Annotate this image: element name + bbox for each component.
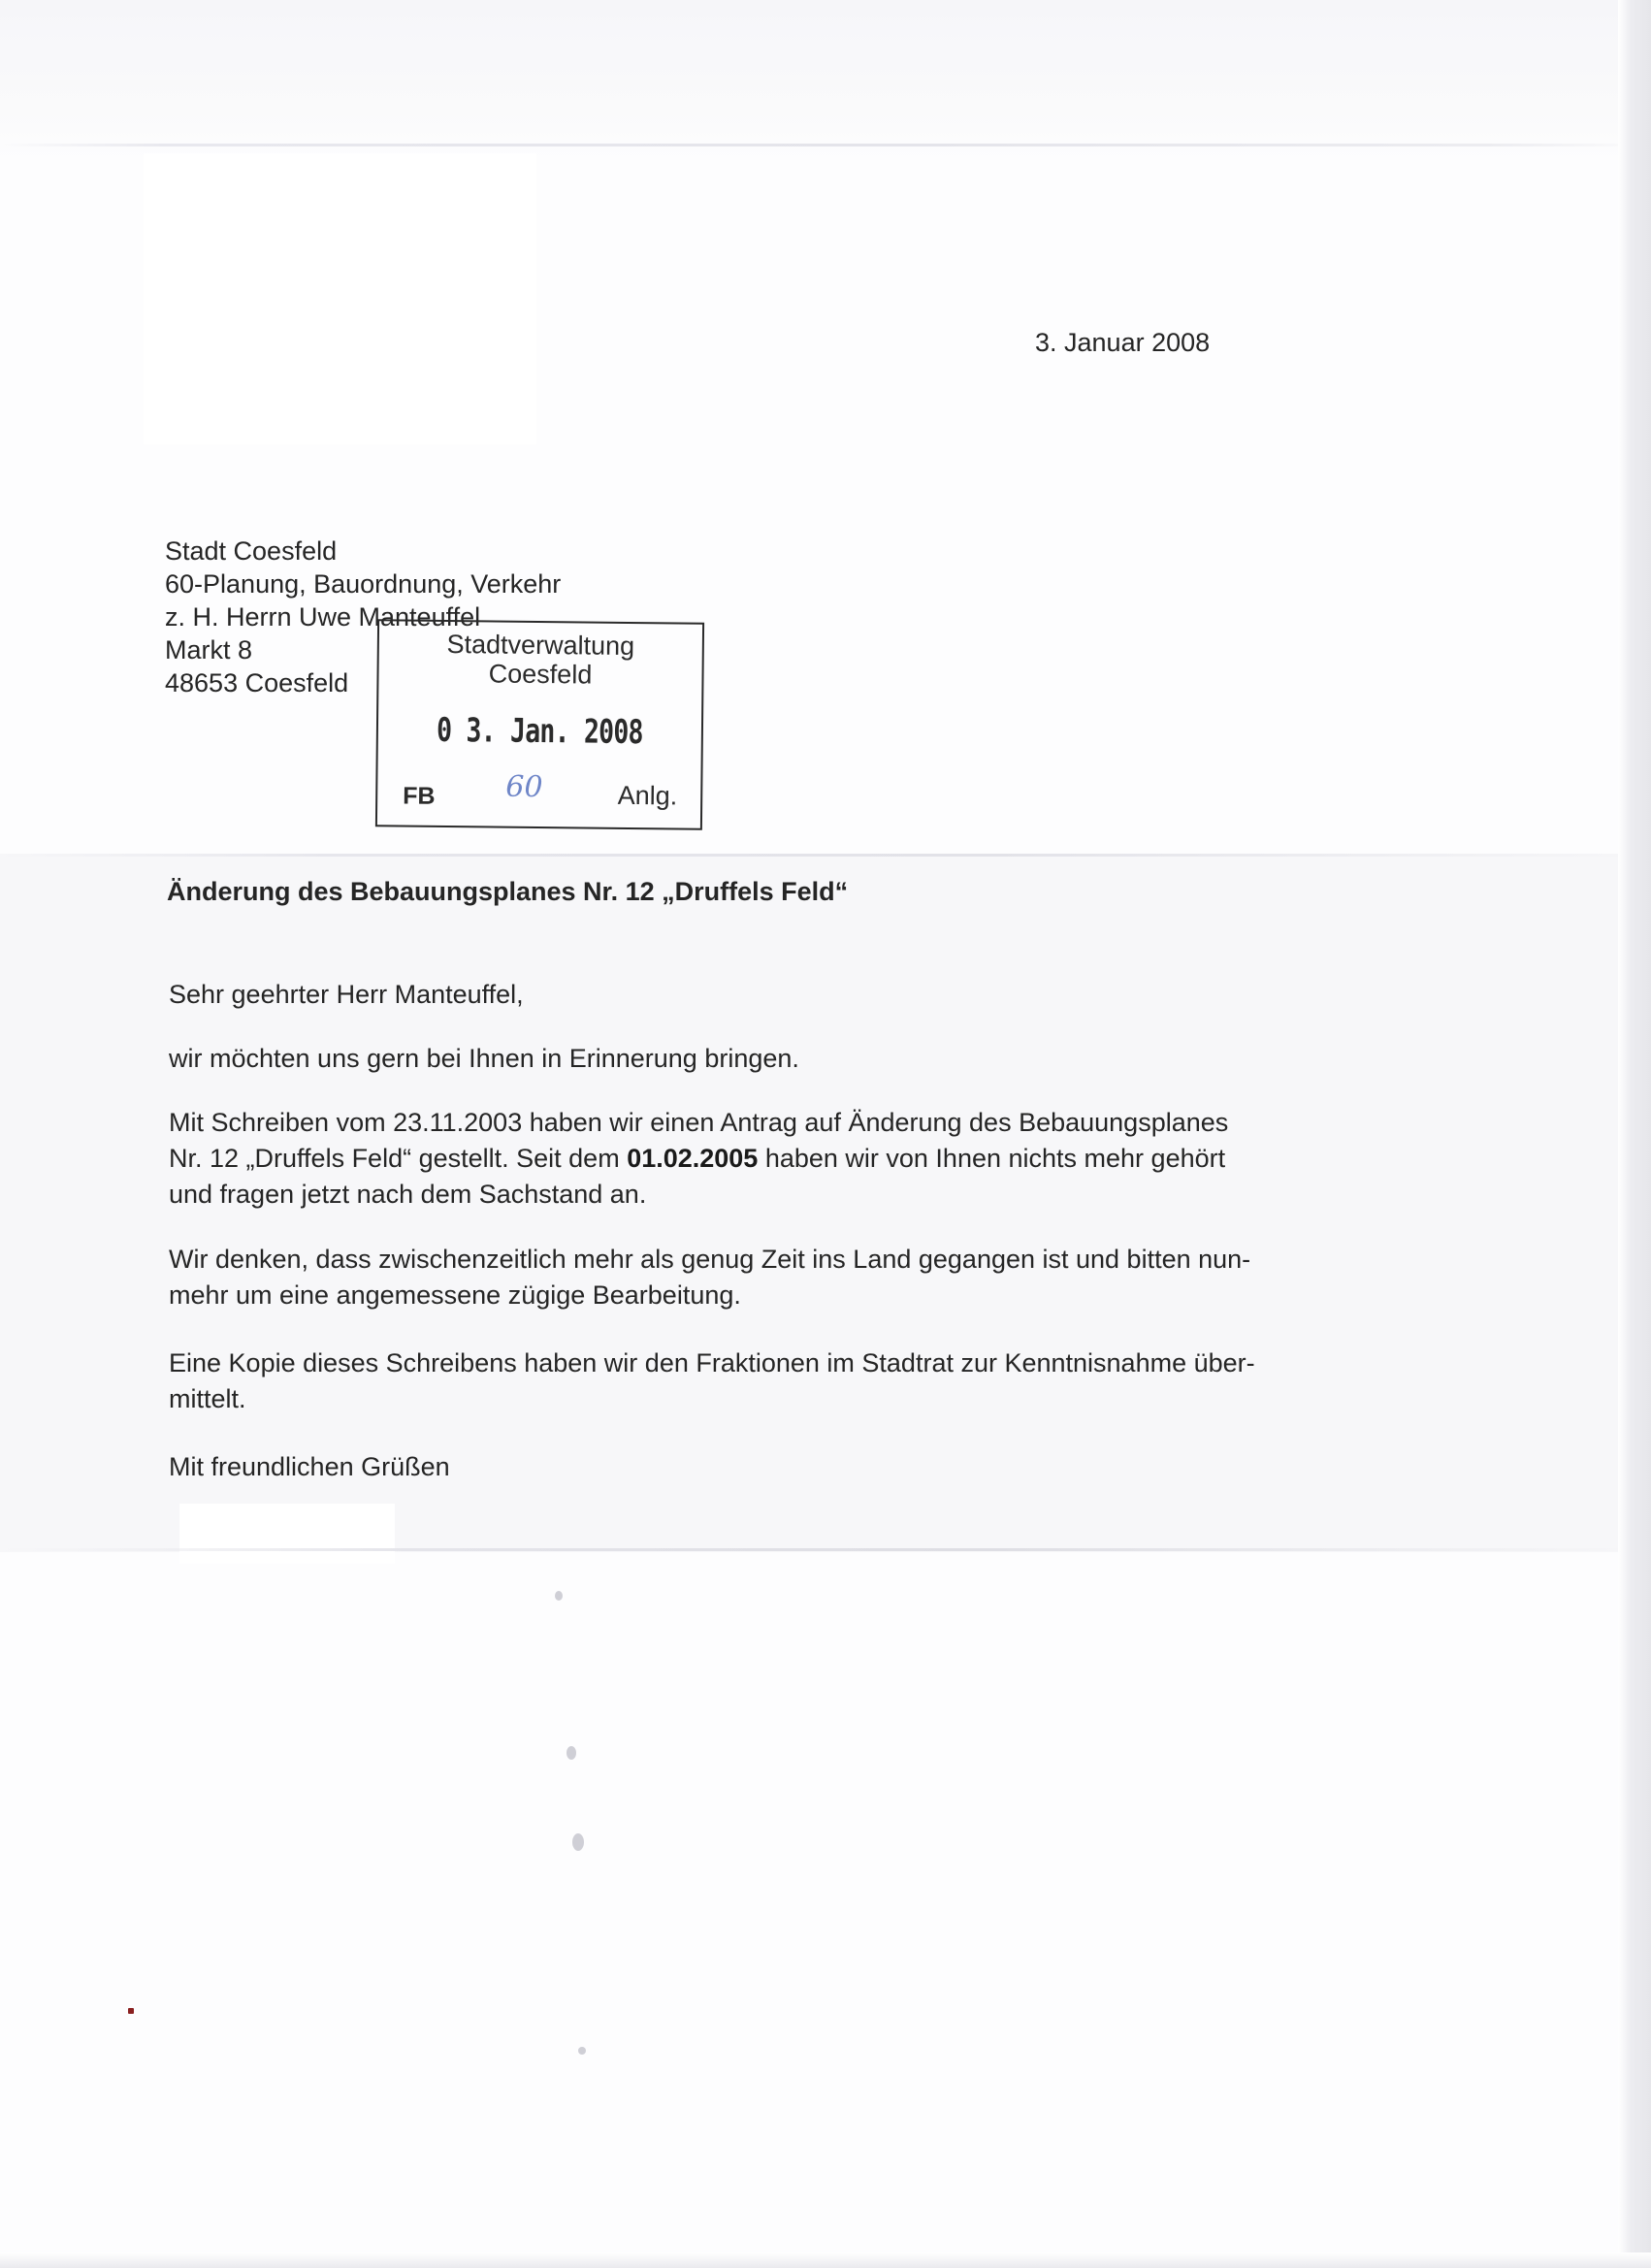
fold-line	[0, 854, 1651, 857]
letter-paragraph: Eine Kopie dieses Schreibens haben wir den Fraktionen im Stadtrat zur Kenntnisnahme über- mittelt.	[169, 1348, 1255, 1413]
red-ink-mark	[128, 2008, 134, 2014]
address-line: z. H. Herrn Uwe Manteuffel	[165, 602, 481, 632]
speck	[572, 1833, 584, 1851]
fold-line	[0, 1548, 1651, 1551]
letter-closing: Mit freundlichen Grüßen	[169, 1452, 450, 1481]
redacted-signature	[179, 1504, 395, 1564]
letter-date: 3. Januar 2008	[1035, 328, 1211, 357]
stamp-fb-label: FB	[403, 782, 436, 810]
stamp-attachment-label: Anlg.	[617, 780, 678, 811]
letter-subject: Änderung des Bebauungsplanes Nr. 12 „Druffels Feld“	[167, 877, 849, 906]
stamp-handwritten-department: 60	[505, 769, 543, 805]
letter-paragraph: wir möchten uns gern bei Ihnen in Erinnerung bringen.	[169, 1044, 799, 1073]
highlighted-date: 01.02.2005	[627, 1144, 759, 1173]
stamp-city: Coesfeld	[488, 659, 593, 690]
paper-edge	[1618, 0, 1651, 2268]
received-stamp	[375, 619, 704, 830]
scan-specks	[551, 1591, 609, 2076]
speck	[555, 1591, 563, 1601]
redacted-letterhead	[144, 153, 536, 444]
address-line: 60-Planung, Bauordnung, Verkehr	[165, 569, 562, 599]
paragraph-text: haben wir von Ihnen nichts mehr gehört und fragen jetzt nach dem Sachstand an.	[169, 1144, 1226, 1209]
speck	[567, 1746, 576, 1760]
letter-paragraph: Wir denken, dass zwischenzeitlich mehr als genug Zeit ins Land gegangen ist und bitten nun- mehr um eine angemessene zügige Bearbeitung.	[169, 1245, 1251, 1310]
letter-paragraph	[169, 1105, 1228, 1213]
address-line: Markt 8	[165, 635, 253, 664]
fold-line	[0, 144, 1651, 146]
stamp-date: 0 3. Jan. 2008	[436, 710, 643, 753]
paragraph-text: Mit Schreiben vom 23.11.2003 haben wir einen Antrag auf Änderung des Bebauungsplanes Nr. 12 „Druffels Feld“ gestellt. Seit dem	[169, 1108, 1229, 1173]
speck	[578, 2047, 586, 2055]
stamp-organization: Stadtverwaltung	[446, 629, 635, 662]
address-line: 48653 Coesfeld	[165, 668, 349, 697]
address-line: Stadt Coesfeld	[165, 536, 338, 566]
letter-salutation: Sehr geehrter Herr Manteuffel,	[169, 980, 524, 1009]
scan-shading-top	[0, 0, 1651, 160]
paper-edge	[0, 2252, 1651, 2268]
